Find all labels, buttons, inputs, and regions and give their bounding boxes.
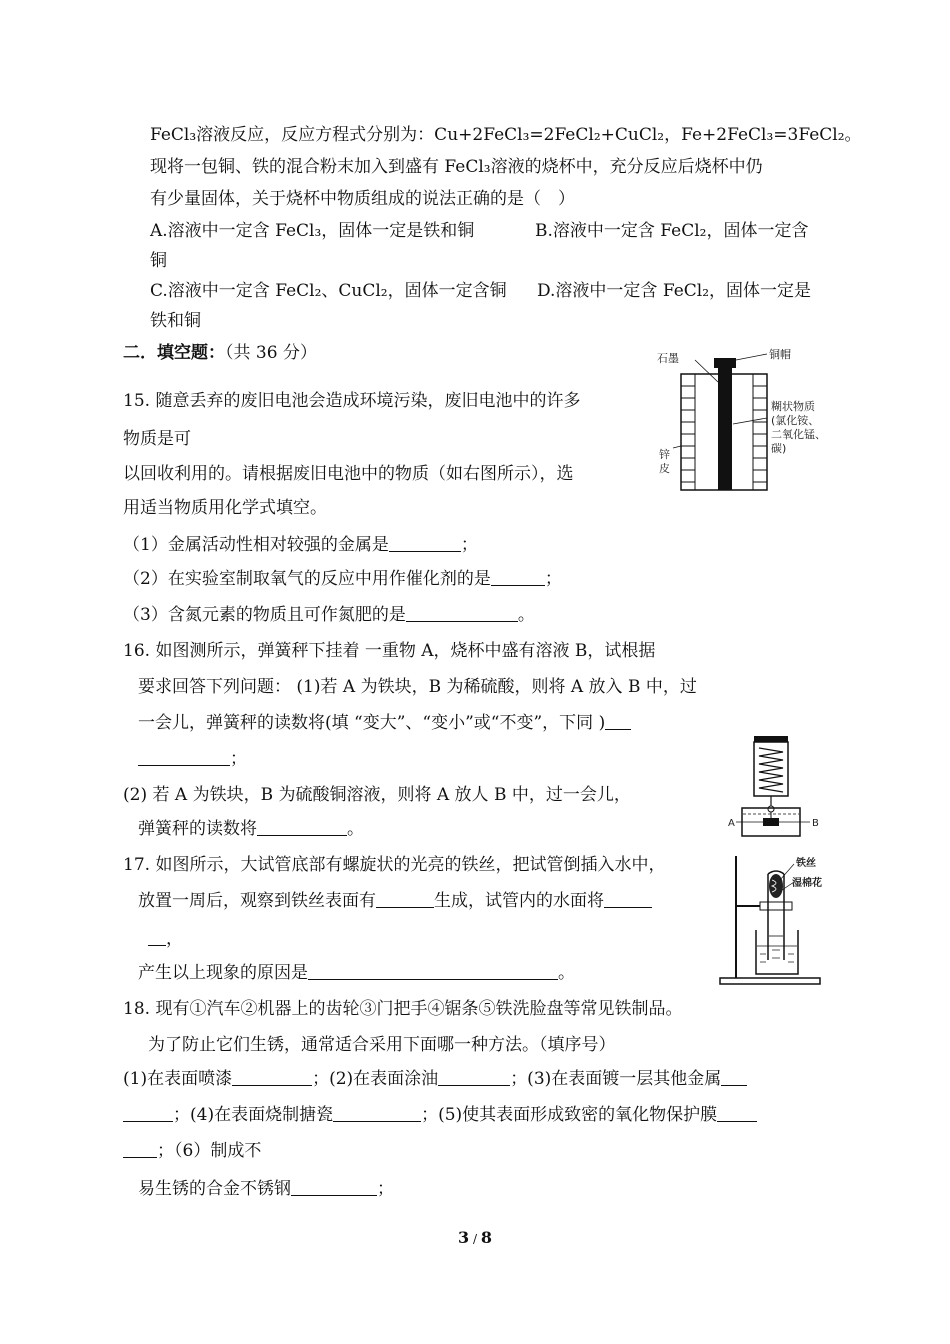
q18-method-7: 易生锈的合金不锈钢 xyxy=(138,1179,291,1199)
q15-sub-3-text: （3）含氮元素的物质且可作氮肥的是 xyxy=(123,605,406,625)
q17-line-4 xyxy=(138,962,575,984)
q14-option-a: A.溶液中一定含 FeCl₃，固体一定是铁和铜 xyxy=(150,221,475,241)
q16-line-3 xyxy=(138,712,631,734)
q15-sub-2-text: （2）在实验室制取氧气的反应中用作催化剂的是 xyxy=(123,569,491,589)
battery-paste-label-3: 二氧化锰、 xyxy=(771,428,826,441)
q18-answer-1[interactable] xyxy=(232,1069,312,1086)
test-tube-diagram xyxy=(716,850,826,986)
q18-method-7-end: ； xyxy=(377,1179,394,1199)
q17-line-2-text-a: 放置一周后，观察到铁丝表面有 xyxy=(138,891,376,911)
q15-sub-1 xyxy=(123,534,478,556)
q18-answer-2[interactable] xyxy=(438,1069,510,1086)
q14-line-3: 有少量固体，关于烧杯中物质组成的说法正确的是（ ） xyxy=(150,189,575,209)
battery-graphite-label: 石墨 xyxy=(657,352,679,365)
q16-line-6 xyxy=(138,818,364,840)
q18-answer-5a[interactable] xyxy=(717,1105,757,1122)
page-number xyxy=(0,1228,950,1247)
q18-answer-3b[interactable] xyxy=(123,1105,173,1122)
q17-line-2 xyxy=(138,890,652,912)
section-score: （共 36 分） xyxy=(225,343,317,363)
q18-method-6: ；（6）制成不 xyxy=(157,1141,262,1161)
q18-answer-6[interactable] xyxy=(291,1179,377,1196)
section-heading xyxy=(123,342,317,364)
q17-answer-2b[interactable] xyxy=(148,929,166,946)
q16-answer-1b[interactable] xyxy=(138,749,230,766)
q15-sub-3 xyxy=(123,604,535,626)
battery-diagram xyxy=(655,346,845,494)
q17-line-3-end: ， xyxy=(166,929,183,949)
q17-line-3 xyxy=(148,928,183,950)
q16-line-5: (2) 若 A 为铁块，B 为硫酸铜溶液，则将 A 放人 B 中，过一会儿， xyxy=(123,785,631,805)
q18-answer-4[interactable] xyxy=(333,1105,421,1122)
battery-paste-label-4: 碳) xyxy=(771,442,787,455)
section-title: 二．填空题： xyxy=(123,343,225,363)
q18-method-4: ；(4)在表面烧制搪瓷 xyxy=(173,1105,334,1125)
battery-zinc-label-1: 锌 xyxy=(659,448,670,461)
q15-answer-1[interactable] xyxy=(389,535,461,552)
q14-option-d-cont: 铁和铜 xyxy=(150,311,201,331)
tube-wire-label: 铁丝 xyxy=(796,858,816,869)
q17-line-4-end: 。 xyxy=(558,963,575,983)
q15-line-4: 用适当物质用化学式填空。 xyxy=(123,498,327,518)
q16-line-1: 16. 如图测所示，弹簧秤下挂着 一重物 A，烧杯中盛有溶液 B，试根据 xyxy=(123,641,656,661)
battery-paste-label-1: 糊状物质 xyxy=(771,400,815,413)
q18-line-6 xyxy=(138,1178,394,1200)
q16-line-3-text: 一会儿，弹簧秤的读数将(填 “变大”、“变小”或“不变”，下同 ) xyxy=(138,713,606,733)
q18-method-2: ；(2)在表面涂油 xyxy=(312,1069,439,1089)
battery-paste-label-2: (氯化铵、 xyxy=(771,414,820,427)
q18-answer-3a[interactable] xyxy=(721,1069,747,1086)
page-total: 8 xyxy=(480,1228,492,1247)
q18-line-4 xyxy=(123,1104,757,1126)
q14-line-2: 现将一包铜、铁的混合粉末加入到盛有 FeCl₃溶液的烧杯中，充分反应后烧杯中仍 xyxy=(150,157,763,177)
q16-line-2: 要求回答下列问题： (1)若 A 为铁块，B 为稀硫酸，则将 A 放入 B 中，过 xyxy=(138,677,697,697)
tube-cotton-label: 湿棉花 xyxy=(792,878,822,889)
q15-line-2: 物质是可 xyxy=(123,429,191,449)
q15-sub-1-end: ； xyxy=(460,535,478,555)
q18-line-1: 18. 现有①汽车②机器上的齿轮③门把手④锯条⑤铁洗脸盘等常见铁制品。 xyxy=(123,999,683,1019)
q16-line-4 xyxy=(138,748,247,770)
spring-label-b: B xyxy=(812,818,819,829)
page-current: 3 xyxy=(458,1228,470,1247)
q14-option-b: B.溶液中一定含 FeCl₂，固体一定含 xyxy=(535,221,809,241)
q14-line-1: FeCl₃溶液反应，反应方程式分别为：Cu+2FeCl₃=2FeCl₂+CuCl₂，Fe+2FeCl₃=3FeCl₂。 xyxy=(150,125,862,145)
q14-option-d: D.溶液中一定含 FeCl₂，固体一定是 xyxy=(537,281,812,301)
q15-answer-3[interactable] xyxy=(406,605,518,622)
q14-option-c: C.溶液中一定含 FeCl₂、CuCl₂，固体一定含铜 xyxy=(150,281,507,301)
battery-zinc-label-2: 皮 xyxy=(659,462,670,475)
q17-line-1: 17. 如图所示，大试管底部有螺旋状的光亮的铁丝，把试管倒插入水中， xyxy=(123,855,666,875)
q18-method-1: (1)在表面喷漆 xyxy=(123,1069,233,1089)
spring-balance-diagram xyxy=(726,734,826,838)
spring-label-a: A xyxy=(728,818,735,829)
page-separator: / xyxy=(472,1232,478,1246)
q17-answer-1[interactable] xyxy=(376,891,434,908)
q16-line-4-end: ； xyxy=(230,749,247,769)
q18-answer-5b[interactable] xyxy=(123,1141,157,1158)
q18-method-3: ；(3)在表面镀一层其他金属 xyxy=(510,1069,722,1089)
q18-line-5 xyxy=(123,1140,261,1162)
q15-answer-2[interactable] xyxy=(491,569,545,586)
q16-line-6-text: 弹簧秤的读数将 xyxy=(138,819,257,839)
q16-answer-1a[interactable] xyxy=(605,713,631,730)
q14-option-b-cont: 铜 xyxy=(150,251,167,271)
q15-sub-2 xyxy=(123,568,562,590)
q17-answer-3[interactable] xyxy=(308,963,558,980)
q15-sub-1-text: （1）金属活动性相对较强的金属是 xyxy=(123,535,389,555)
q15-sub-3-end: 。 xyxy=(517,605,535,625)
q18-line-3 xyxy=(123,1068,747,1090)
q17-line-4-text: 产生以上现象的原因是 xyxy=(138,963,308,983)
q15-sub-2-end: ； xyxy=(544,569,562,589)
battery-cap-label: 铜帽 xyxy=(769,348,791,361)
q15-line-1: 15. 随意丢弃的废旧电池会造成环境污染，废旧电池中的许多 xyxy=(123,391,581,411)
q17-line-2-text-b: 生成，试管内的水面将 xyxy=(434,891,604,911)
q17-answer-2a[interactable] xyxy=(604,891,652,908)
q16-answer-2[interactable] xyxy=(257,819,347,836)
q15-line-3: 以回收利用的。请根据废旧电池中的物质（如右图所示），选 xyxy=(123,464,574,484)
q16-line-6-end: 。 xyxy=(347,819,364,839)
q18-method-5: ；(5)使其表面形成致密的氧化物保护膜 xyxy=(421,1105,718,1125)
q18-line-2: 为了防止它们生锈，通常适合采用下面哪一种方法。（填序号） xyxy=(148,1035,616,1055)
